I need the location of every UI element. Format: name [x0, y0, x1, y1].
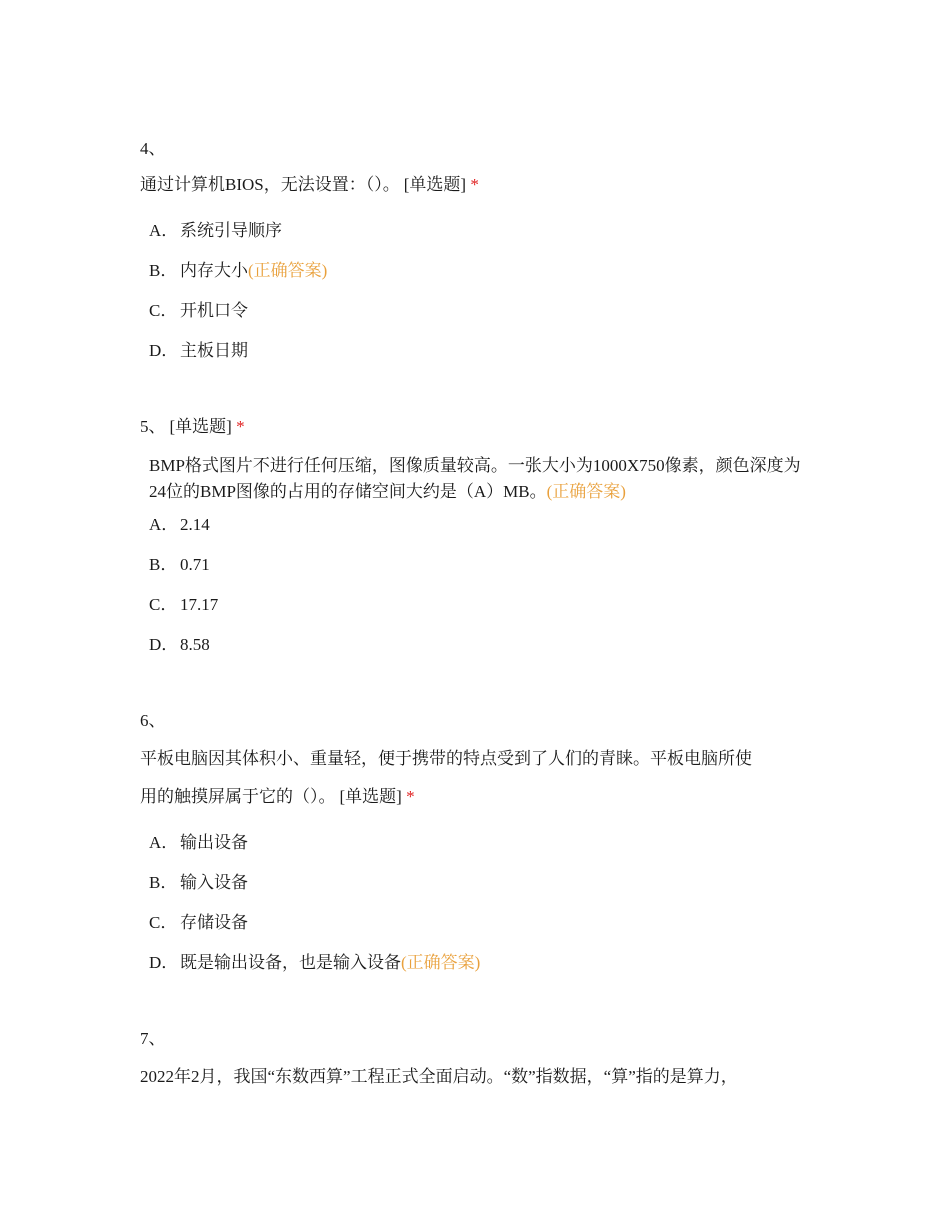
question-6-prompt: 用的触摸屏属于它的（）。 [140, 787, 336, 806]
option-letter: C． [149, 595, 178, 614]
question-4-option-b[interactable] [149, 262, 327, 279]
question-5-type-tag: [单选题] [169, 417, 232, 436]
question-5-header [140, 418, 245, 435]
question-4-option-d[interactable] [149, 342, 248, 359]
question-6-option-a[interactable] [149, 834, 248, 851]
option-text: 系统引导顺序 [180, 221, 282, 240]
option-text: 2.14 [180, 515, 210, 534]
option-letter: A． [149, 833, 179, 852]
question-5-option-c[interactable] [149, 596, 218, 613]
option-text: 输出设备 [180, 833, 248, 852]
option-letter: B． [149, 873, 178, 892]
question-4-option-a[interactable] [149, 222, 282, 239]
question-5-option-b[interactable] [149, 556, 210, 573]
option-letter: D． [149, 341, 179, 360]
option-text: 输入设备 [180, 873, 248, 892]
question-6-number: 6、 [140, 711, 166, 730]
option-text: 主板日期 [180, 341, 248, 360]
question-6-text-line1: 平板电脑因其体积小、重量轻，便于携带的特点受到了人们的青睐。平板电脑所使 [140, 749, 752, 768]
option-text: 17.17 [180, 595, 219, 614]
question-4-required-mark: * [470, 175, 479, 194]
option-letter: C． [149, 913, 178, 932]
question-6-option-b[interactable] [149, 874, 248, 891]
correct-answer-mark: (正确答案) [248, 261, 328, 280]
option-letter: A． [149, 515, 179, 534]
option-text: 8.58 [180, 635, 210, 654]
question-6-required-mark: * [406, 787, 415, 806]
question-5-prompt: BMP格式图片不进行任何压缩，图像质量较高。一张大小为1000X750像素，颜色深度为24位的BMP图像的占用的存储空间大约是（A）MB。 [149, 456, 801, 501]
question-5-stem [149, 453, 809, 505]
question-4-number: 4、 [140, 139, 166, 158]
question-6-option-d[interactable] [149, 954, 480, 971]
option-letter: B． [149, 261, 178, 280]
option-letter: D． [149, 953, 179, 972]
option-text: 既是输出设备，也是输入设备 [180, 953, 401, 972]
correct-answer-mark: (正确答案) [546, 482, 626, 501]
question-7-text-line1: 2022年2月，我国“东数西算”工程正式全面启动。“数”指数据，“算”指的是算力， [140, 1067, 738, 1086]
correct-answer-mark: (正确答案) [401, 953, 481, 972]
question-4-prompt: 通过计算机BIOS，无法设置：（）。 [140, 175, 400, 194]
option-letter: C． [149, 301, 178, 320]
question-4-text [140, 176, 479, 193]
question-6-type-tag: [单选题] [339, 787, 402, 806]
option-letter: A． [149, 221, 179, 240]
question-4-type-tag: [单选题] [403, 175, 467, 194]
option-text: 内存大小 [180, 261, 248, 280]
option-text: 开机口令 [180, 301, 248, 320]
question-6-text-line2 [140, 788, 415, 805]
question-5-number: 5、 [140, 417, 166, 436]
question-6-option-c[interactable] [149, 914, 248, 931]
option-text: 存储设备 [180, 913, 248, 932]
question-5-required-mark: * [236, 417, 245, 436]
question-7-number: 7、 [140, 1029, 166, 1048]
option-letter: D． [149, 635, 179, 654]
option-letter: B． [149, 555, 178, 574]
question-5-option-d[interactable] [149, 636, 210, 653]
question-4-option-c[interactable] [149, 302, 248, 319]
question-5-option-a[interactable] [149, 516, 210, 533]
option-text: 0.71 [180, 555, 210, 574]
